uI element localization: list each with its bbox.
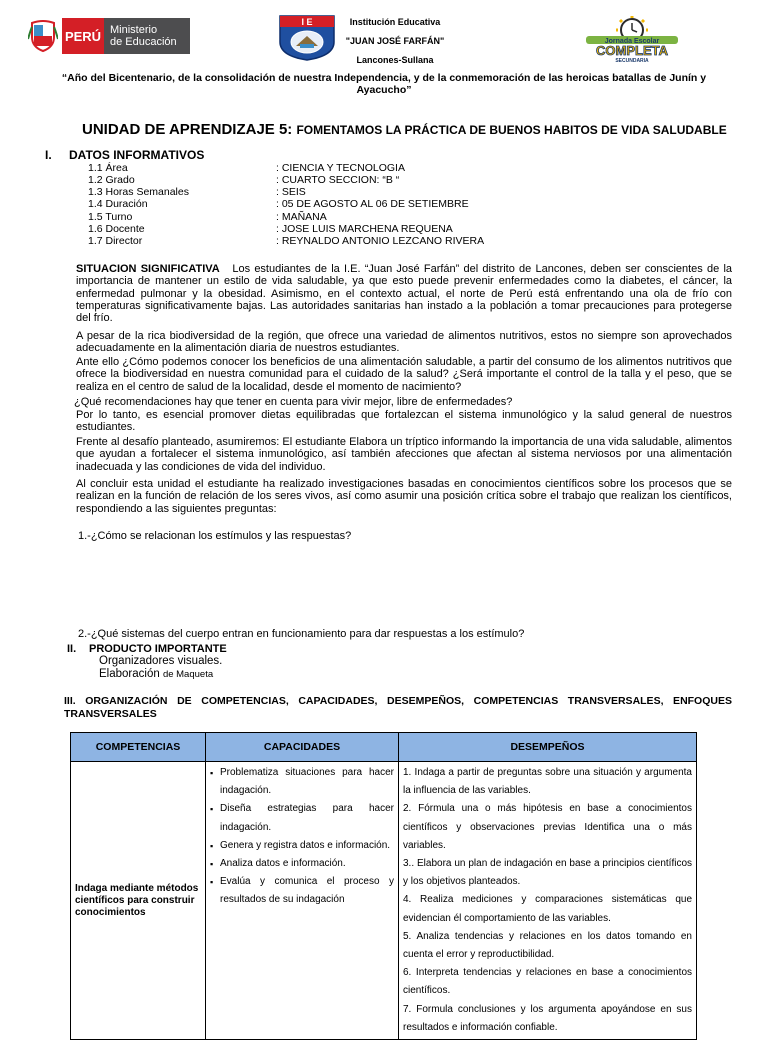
info-value-turno: : MAÑANA <box>276 211 327 223</box>
info-value-duracion: : 05 DE AGOSTO AL 06 DE SETIEMBRE <box>276 198 469 210</box>
peru-coat-of-arms-icon <box>28 19 58 53</box>
product-item-1: Organizadores visuales. <box>99 655 223 667</box>
info-label-docente: 1.6 Docente <box>88 223 145 235</box>
question-1: 1.-¿Cómo se relacionan los estímulos y las respuestas? <box>78 530 352 542</box>
info-value-docente: : JOSE LUIS MARCHENA REQUENA <box>276 223 453 235</box>
table-header-row <box>71 733 697 762</box>
jec-line-1: Jornada Escolar <box>604 38 660 45</box>
jornada-escolar-completa-logo <box>580 16 684 64</box>
header-competencias: COMPETENCIAS <box>71 733 206 762</box>
info-value-grado: : CUARTO SECCION: “B “ <box>276 174 400 186</box>
section-3-number: III. <box>64 695 76 707</box>
situacion-paragraph-5: Por lo tanto, es esencial promover dietas equilibradas que fortalezcan el sistema inmunológico y la salud general de nuestros estudiantes. <box>76 409 732 434</box>
institution-line-1: Institución Educativa <box>349 17 441 27</box>
situacion-paragraph-1: SITUACION SIGNIFICATIVA Los estudiantes de la I.E. “Juan José Farfán” del distrito de Lancones, deben ser conscientes de la importancia de mantener un estilo de vida saludable, ya que esto puede prevenir enfermedades como la diabetes, el cáncer, la enfermedad pulmonar y la obesidad. Asimismo, en el contexto actual, el norte de Perú está enfrentando una ola de frío con temperaturas significativamente bajas. Las autoridades sanitarias han instado a la población a tomar precauciones para protegerse del frío. <box>76 263 733 325</box>
capacidades-cell <box>206 762 399 1040</box>
info-label-duracion: 1.4 Duración <box>88 198 148 210</box>
competencies-table <box>70 732 697 1040</box>
jec-line-2: COMPLETA <box>596 43 668 58</box>
section-3-title: ORGANIZACIÓN DE COMPETENCIAS, CAPACIDADES, DESEMPEÑOS, COMPETENCIAS TRANSVERSALES, ENFOQUES TRANSVERSALES <box>64 695 732 720</box>
info-label-director: 1.7 Director <box>88 235 143 247</box>
jec-line-3: SECUNDARIA <box>615 58 649 64</box>
year-slogan: “Año del Bicentenario, de la consolidación de nuestra Independencia, y de la conmemoración de las heroicas batallas de Junín y Ayacucho” <box>61 72 707 96</box>
title-subtitle: FOMENTAMOS LA PRÁCTICA DE BUENOS HABITOS DE VIDA SALUDABLE <box>296 123 727 137</box>
situacion-paragraph-2: A pesar de la rica biodiversidad de la región, que ofrece una variedad de alimentos nutritivos, estos no siempre son aprovechados adecuadamente en la alimentación diaria de nuestros estudiantes. <box>76 330 732 355</box>
desempenos-cell <box>399 762 697 1040</box>
info-value-director: : REYNALDO ANTONIO LEZCANO RIVERA <box>276 235 485 247</box>
product-item-2: Elaboración de Maqueta <box>99 668 214 680</box>
title-prefix: UNIDAD DE APRENDIZAJE 5: <box>82 121 297 138</box>
list-item: ▪ Problematiza situaciones para hacer indagación. <box>210 764 394 800</box>
list-item: 6. Interpreta tendencias y relaciones en base a conocimientos científicos. <box>403 967 692 997</box>
situacion-paragraph-7: Al concluir esta unidad el estudiante ha realizado investigaciones basadas en conocimientos científicos sobre los procesos que se realizan en la función de relación de los seres vivos, así como asumir una posición crítica sobre el trabajo que realizan los científicos, respondiendo a las siguientes preguntas: <box>76 478 732 515</box>
situacion-paragraph-3: Ante ello ¿Cómo podemos conocer los beneficios de una alimentación saludable, a partir del consumo de los alimentos nutritivos que ofrece la biodiversidad en nuestra comunidad para el cuidado de la salud? ¿Será importante el control de la talla y el peso, que se realiza en el centro de salud de la localidad, desde el momento de nacimiento? <box>76 356 732 393</box>
list-item: 5. Analiza tendencias y relaciones en los datos tomando en cuenta el error y reproductibilidad. <box>403 930 692 961</box>
desempenos-list <box>403 764 692 1037</box>
section-2-title: PRODUCTO IMPORTANTE <box>89 643 227 655</box>
section-3-heading <box>64 695 732 721</box>
header-capacidades: CAPACIDADES <box>206 733 399 762</box>
situacion-paragraph-4: ¿Qué recomendaciones hay que tener en cuenta para vivir mejor, libre de enfermedades? <box>74 396 513 408</box>
header-desempenos: DESEMPEÑOS <box>399 733 697 762</box>
info-label-turno: 1.5 Turno <box>88 211 133 223</box>
capacidades-list <box>210 764 394 910</box>
info-value-horas: : SEIS <box>276 186 306 198</box>
institution-line-3: Lancones-Sullana <box>356 55 434 65</box>
info-label-area: 1.1 Área <box>88 162 128 174</box>
section-1-title: DATOS INFORMATIVOS <box>69 148 205 162</box>
section-1-heading <box>45 148 204 162</box>
list-item: 2. Fórmula una o más hipótesis en base a conocimientos científicos y observaciones previas Identifica una o más variables. <box>403 803 692 851</box>
info-label-horas: 1.3 Horas Semanales <box>88 186 189 198</box>
peru-label: PERÚ <box>62 18 104 54</box>
section-1-number: I. <box>45 148 52 162</box>
ie-school-crest-icon <box>274 12 340 62</box>
table-row <box>71 762 697 1040</box>
list-item: 3.. Elabora un plan de indagación en base a principios científicos y los objetivos planteados. <box>403 858 692 888</box>
ie-badge-text: I E <box>301 17 313 27</box>
competencia-cell: Indaga mediante métodos científicos para construir conocimientos <box>71 762 206 1040</box>
situacion-heading: SITUACION SIGNIFICATIVA <box>76 263 220 275</box>
section-2-heading <box>67 643 227 655</box>
list-item: ▪ Analiza datos e información. <box>210 855 394 873</box>
list-item: 1. Indaga a partir de preguntas sobre una situación y argumenta la influencia de las variables. <box>403 767 692 797</box>
info-value-area: : CIENCIA Y TECNOLOGIA <box>276 162 405 174</box>
page-title <box>82 121 727 138</box>
list-item: 4. Realiza mediciones y comparaciones sistemáticas que evidencian él comportamiento de las variables. <box>403 894 692 924</box>
ministerio-label: Ministerio de Educación <box>104 18 190 54</box>
section-2-number: II. <box>67 643 77 655</box>
situacion-paragraph-6: Frente al desafío planteado, asumiremos: El estudiante Elabora un tríptico informando la importancia de una vida saludable, alimentos que ayudan a fortalecer el sistema inmunológico, así también afecciones que afectan al sistema nerviosos por una alimentación inadecuada y las condiciones de vida del individuo. <box>76 436 732 473</box>
list-item: 7. Formula conclusiones y los argumenta apoyándose en sus resultados e información confiable. <box>403 1003 692 1033</box>
list-item: ▪ Genera y registra datos e información. <box>210 837 394 855</box>
list-item: ▪ Evalúa y comunica el proceso y resultados de su indagación <box>210 873 394 909</box>
question-2: 2.-¿Qué sistemas del cuerpo entran en funcionamiento para dar respuestas a los estímulo? <box>78 628 525 640</box>
list-item: ▪ Diseña estrategias para hacer indagación. <box>210 800 394 836</box>
institution-line-2: "JUAN JOSÉ FARFÁN" <box>345 36 445 46</box>
info-label-grado: 1.2 Grado <box>88 174 135 186</box>
minedu-logo <box>28 18 190 54</box>
